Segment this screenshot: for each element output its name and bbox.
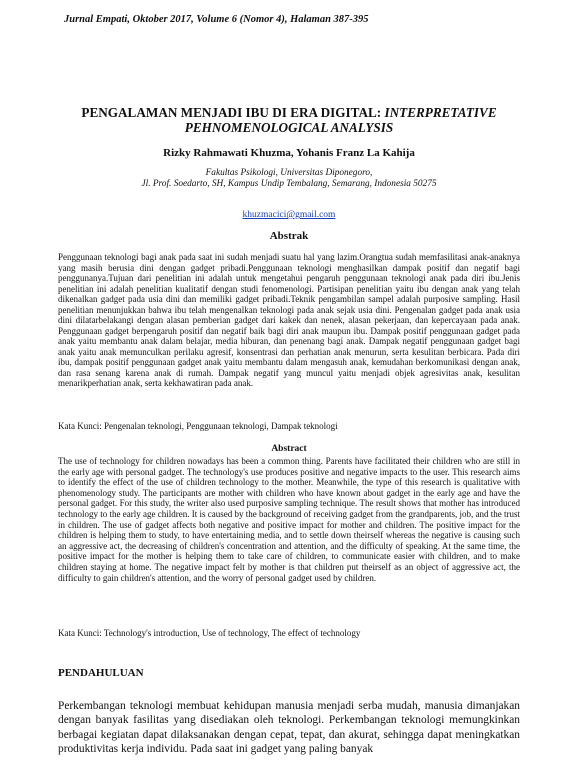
paper-title (40, 105, 538, 135)
abstract-keywords: Kata Kunci: Technology's introduction, Use of technology, The effect of technology (58, 628, 361, 638)
section-heading-pendahuluan: PENDAHULUAN (58, 667, 144, 679)
abstrak-keywords: Kata Kunci: Pengenalan teknologi, Penggunaan teknologi, Dampak teknologi (58, 421, 338, 431)
abstrak-heading: Abstrak (269, 230, 309, 242)
affiliation-line-2: Jl. Prof. Soedarto, SH, Kampus Undip Tembalang, Semarang, Indonesia 50275 (141, 179, 437, 189)
affiliation-line-1: Fakultas Psikologi, Universitas Diponegoro, (205, 168, 373, 178)
title-italic: INTERPRETATIVE PEHNOMENOLOGICAL ANALYSIS (184, 105, 497, 135)
intro-paragraph: Perkembangan teknologi membuat kehidupan manusia menjadi serba mudah, manusia dimanjakan dengan banyak fasilitas yang disediakan oleh teknologi. Perkembangan teknologi memungkinkan berbagai kegiatan dapat dilaksanakan dengan cepat, tepat, dan akurat, sehingga dapat meningkatkan produktivitas kerja individu. Pada saat ini gadget yang paling banyak (58, 700, 520, 756)
title-main: PENGALAMAN MENJADI IBU DI ERA DIGITAL: (81, 105, 385, 120)
abstract-heading: Abstract (271, 444, 307, 454)
abstrak-body: Penggunaan teknologi bagi anak pada saat ini sudah menjadi suatu hal yang lazim.Orangtua sudah memfasilitasi anak-anaknya yang masih berusia dini dengan gadget pribadi.Penggunaan teknologi menghasilkan dampak positif dan negatif bagi penggunanya.Tujuan dari penelitian ini adalah untuk mengetahui pengaruh penggunaan teknologi anak pada diri ibu.Jenis penelitian ini adalah penelitian kualitatif dengan studi fenomenologi. Partisipan penelitian yaitu ibu dengan anak yang telah dikenalkan gadget pada usia dini dan memiliki gadget pribadi.Teknik pengambilan sampel adalah purposive sampling. Hasil penelitian menunjukkan bahwa ibu telah mengenalkan teknologi pada anak sejak usia dini. Pengenalan gadget pada anak usia dini dilatarbelakangi dengan alasan pemberian gadget dari kakek dan nenek, alasan pekerjaan, dan kepercayaan pada anak. Penggunaan gadget berpengaruh positif dan negatif baik bagi diri anak maupun ibu. Dampak positif penggunaan gadget pada anak yaitu membantu anak dalam belajar, media hiburan, dan penenang bagi anak. Dampak negatif penggunaan gadget bagi anak yaitu anak memunculkan perilaku agresif, konsentrasi dan perhatian anak menurun, serta kesulitan berbicara. Pada diri ibu, dampak positif penggunaan gadget anak yaitu membantu dalam mengasuh anak, kemudahan berkomunikasi dengan anak, dan rasa senang karena anak di rumah. Dampak negatif yang muncul yaitu menjadi objek agresivitas anak, kesulitan menarikperhatian anak, serta kekhawatiran pada anak. (58, 252, 520, 388)
authors: Rizky Rahmawati Khuzma, Yohanis Franz La Kahija (163, 147, 415, 159)
author-email-link[interactable]: khuzmacici@gmail.com (242, 210, 336, 220)
abstract-body: The use of technology for children nowadays has been a common thing. Parents have facilitated their children who are still in the early age with personal gadget. The technology's use produces positive and negative impacts to the user. This research aims to identify the effect of the use of children technology to the mother. Meanwhile, the type of this research is qualitative with phenomenology study. The participants are mother with children who have known about gadget in the early age and have the personal gadget. For this study, the writer also used purposive sampling technique. The result shows that mother has introduced technology to the early age children. It is caused by the background of receiving gadget from the grandparents, job, and the trust in children. The use of gadget affects both negative and positive impact for mother and children. The positive impact for the children is helping them to study, to have entertaining media, and to settle down theirself whereas the negative is causing such an aggressive act, the decreasing of children's concentration and attention, and the difficulty of speaking. At the same time, the positive impact for the mother is helping them to take care of children, to communicate easier with children, and to make children staying at home. The negative impact felt by mother is that children put theirself as an object of aggressive act, the difficulty to gain children's attention, and the worry of personal gadget used by children. (58, 456, 520, 583)
journal-header: Jurnal Empati, Oktober 2017, Volume 6 (Nomor 4), Halaman 387-395 (64, 14, 369, 25)
affiliation (40, 168, 538, 190)
